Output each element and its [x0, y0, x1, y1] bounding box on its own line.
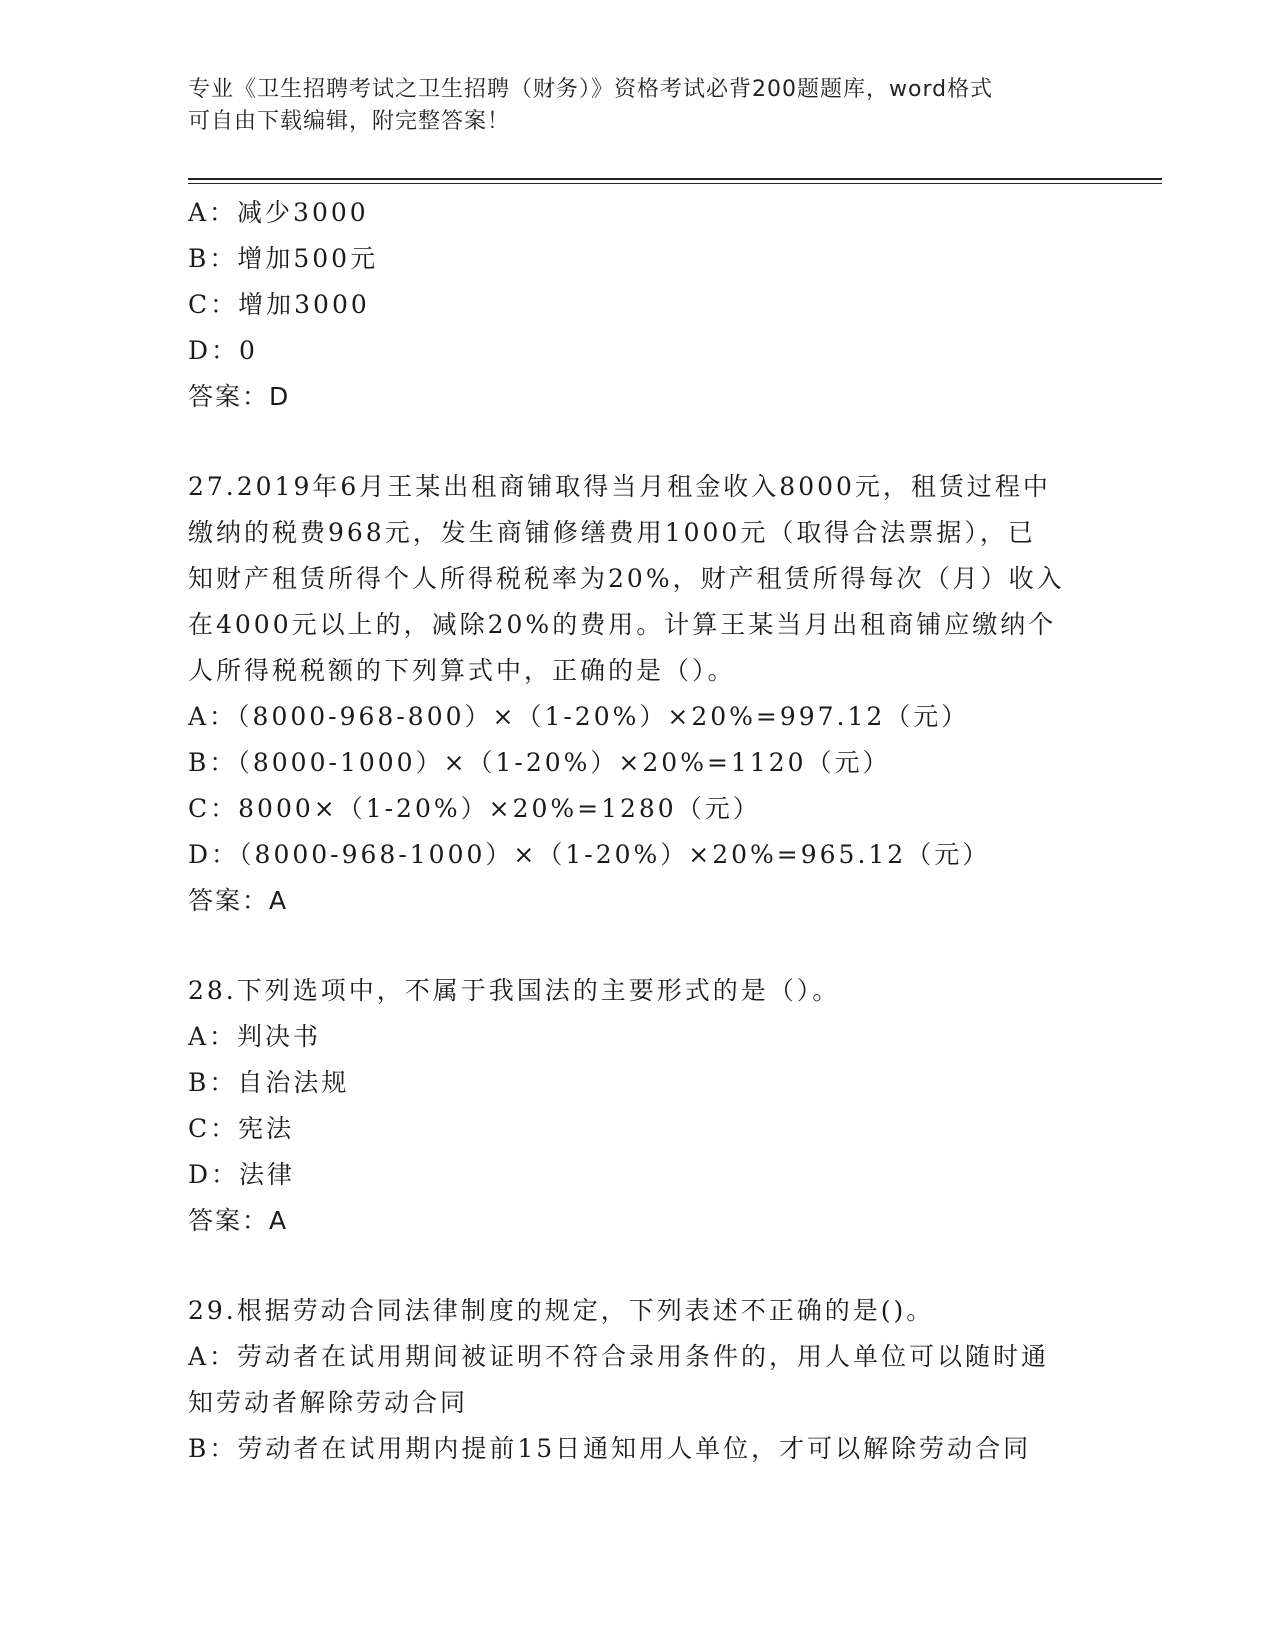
question-text-line: 缴纳的税费968元，发生商铺修缮费用1000元（取得合法票据），已	[188, 518, 1036, 547]
document-header	[188, 74, 1068, 138]
question-text-line: 27.2019年6月王某出租商铺取得当月租金收入8000元，租赁过程中	[188, 472, 1051, 501]
question-28	[188, 968, 1088, 1244]
question-text-line: 人所得税税额的下列算式中，正确的是（）。	[188, 656, 736, 685]
header-rule-thick	[188, 178, 1162, 180]
question-text-line: 28.下列选项中，不属于我国法的主要形式的是（）。	[188, 976, 841, 1005]
option-b: B：劳动者在试用期内提前15日通知用人单位，才可以解除劳动合同	[188, 1434, 1032, 1463]
option-a-line-2: 知劳动者解除劳动合同	[188, 1388, 469, 1417]
question-text-line: 29.根据劳动合同法律制度的规定，下列表述不正确的是()。	[188, 1296, 935, 1325]
answer: 答案：A	[188, 886, 289, 915]
option-d: D：0	[188, 336, 258, 365]
header-rule-thin	[188, 183, 1162, 184]
option-a-line-1: A：劳动者在试用期间被证明不符合录用条件的，用人单位可以随时通	[188, 1342, 1050, 1371]
option-a: A：（8000-968-800）×（1-20%）×20%=997.12（元）	[188, 702, 970, 731]
option-d: D：（8000-968-1000）×（1-20%）×20%=965.12（元）	[188, 840, 991, 869]
option-d: D：法律	[188, 1160, 296, 1189]
answer: 答案：D	[188, 382, 291, 411]
header-line-2: 可自由下载编辑，附完整答案！	[188, 109, 511, 134]
header-line-1: 专业《卫生招聘考试之卫生招聘（财务）》资格考试必背200题题库，word格式	[188, 77, 994, 102]
option-c: C：宪法	[188, 1114, 295, 1143]
question-26-tail	[188, 190, 1088, 420]
question-29	[188, 1288, 1088, 1472]
option-c: C：增加3000	[188, 290, 370, 319]
option-b: B：（8000-1000）×（1-20%）×20%=1120（元）	[188, 748, 891, 777]
question-text-line: 在4000元以上的，减除20%的费用。计算王某当月出租商铺应缴纳个	[188, 610, 1057, 639]
option-b: B：自治法规	[188, 1068, 350, 1097]
option-c: C：8000×（1-20%）×20%=1280（元）	[188, 794, 761, 823]
question-text-line: 知财产租赁所得个人所得税税率为20%，财产租赁所得每次（月）收入	[188, 564, 1065, 593]
option-a: A：判决书	[188, 1022, 322, 1051]
option-b: B：增加500元	[188, 244, 379, 273]
question-27	[188, 464, 1088, 924]
answer: 答案：A	[188, 1206, 289, 1235]
option-a: A：减少3000	[188, 198, 369, 227]
question-list	[188, 190, 1088, 1472]
